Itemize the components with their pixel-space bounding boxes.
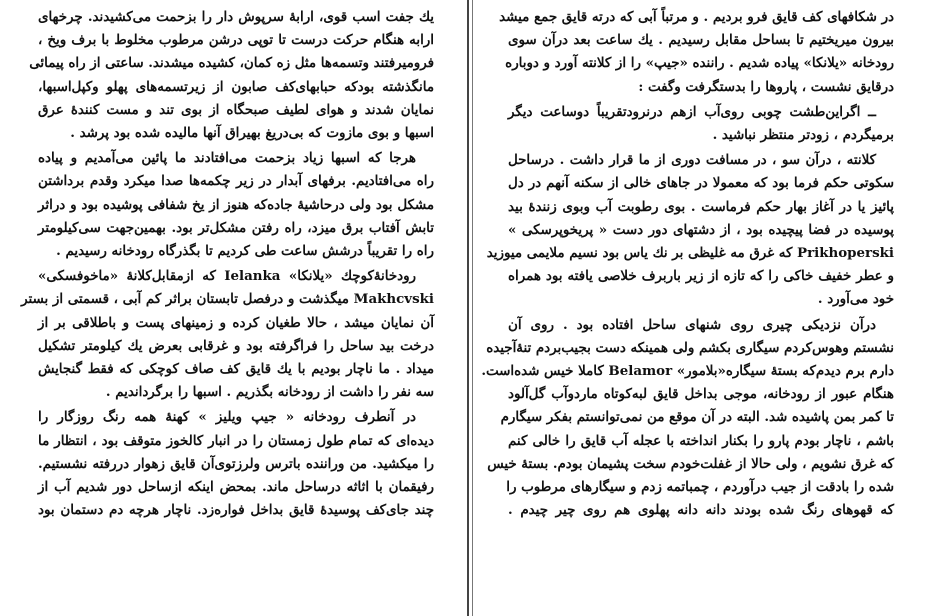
text-line: اسبها و بوی مازوت که بی‌دریغ بهیراق آنها مالیده شده بود پرشد . <box>70 125 434 142</box>
text-line: رودخانه «یلانکا» پیاده شدیم . راننده «جیپ» را از کلانته آورد و دوباره <box>505 55 894 72</box>
text-line: یك جفت اسب قوی، ارابهٔ سرپوش دار را بزحمت می‌کشیدند. چرخهای <box>38 9 434 25</box>
text-line: نمایان شدند و هوای لطیف صبحگاه از بوی تند و مست کنندهٔ عرق <box>38 101 434 118</box>
text-line: کلانته ، درآن سو ، در مسافت دوری از ما قرار داشت . درساحل <box>508 152 876 169</box>
text-line: پائیز یا در آغاز بهار حکم فرماست . بوی رطوبت آب وبوی زنندهٔ بید <box>508 198 894 215</box>
text-line: پوسیده در فضا پیچیده بود ، از دشتهای دور دست « پریخوپرسکی » <box>508 221 894 238</box>
text-line: راه را تقریباً درشش ساعت طی کردیم تا بگذرگاه رودخانه رسیدیم . <box>56 243 434 260</box>
left-page-text <box>21 6 434 522</box>
text-line: مانگذشته بودکه حبابهای‌کف صابون از زیرتسمه‌های پهلو وکپل‌اسبها، <box>38 78 434 95</box>
text-line: دارم برم دیدم‌که بستهٔ سیگاره«بلامور» Belamor کاملا خیس شده‌است. <box>481 363 894 380</box>
text-line: هرجا که اسبها زیاد بزحمت می‌افتادند ما پائین می‌آمدیم و پیاده <box>38 150 416 167</box>
right-page <box>468 0 934 616</box>
text-line: آن نمایان میشد ، حالا طغیان کرده و زمینهای پست و باطلاقی بر از <box>38 314 434 331</box>
text-line: خود می‌آورد . <box>817 291 894 308</box>
text-line: و عطر خفیف خاکی را که تازه از زیر باربرف خلاصی یافته بود همراه <box>508 268 894 285</box>
text-line: که غرق نشویم ، ولی حالا از غفلت‌خودم سخت پشیمان بودم. بستهٔ خیس <box>487 455 894 472</box>
text-line: دیده‌ای که تمام طول زمستان را در انبار کالخوز متوقف بود ، انتظار ما <box>38 432 434 449</box>
text-line: فرومیرفتند وتسمه‌ها مثل زه کمان، کشیده میشدند. ساعتی از راه پیمائی <box>29 55 434 72</box>
text-line: Prikhoperski که غرق مه غلیظی بر نك یاس بود نسیم ملایمی میوزید <box>486 245 894 262</box>
text-line: مشکل بود ولی درحاشیهٔ جاده‌که هنوز از یخ شفافی پوشیده بود و دراثر <box>38 196 434 213</box>
text-line: رودخانهٔ‌کوچك «یلانکا» Ielanka که ازمقابل‌کلانهٔ «ماخوفسکی» <box>38 268 417 285</box>
text-line: را میکشید. من وراننده باترس ولرزتوی‌آن قایق زهوار دررفته نشستیم. <box>38 455 434 472</box>
text-line: راه می‌افتادیم. برفهای آبدار در زیر چکمه‌ها صدا میکرد وقدم برداشتن <box>38 173 434 190</box>
text-line: رفیقمان با اثاثه درساحل ماند. بمحض اینکه ازساحل دور شدیم آب از <box>38 479 434 496</box>
text-line: درآن نزدیکی چیری روی شنهای ساحل افتاده بود . روی آن <box>508 316 876 333</box>
text-line: تابش آفتاب برق میزد، راه رفتن مشکل‌تر بود. بهمین‌جهت سی‌کیلومتر <box>38 219 434 236</box>
text-line: درقایق نشست ، پاروها را بدستگرفت وگفت : <box>638 78 894 95</box>
text-line: هنگام عبور از رودخانه، موجی بداخل قایق لبه‌کوتاه ماردوآب گل‌آلود <box>508 386 894 403</box>
text-line: تا کمر بمن پاشیده شد. البته در آن موقع من نمی‌توانستم بفکر سیگارم <box>500 409 894 426</box>
text-line: نشستم وهوس‌کردم سیگاری بکشم ولی همینکه دست بجیب‌بردم تنهٔ‌آجیده <box>486 339 894 356</box>
text-line: در آنطرف رودخانه « جیپ ویلیز » کهنهٔ همه رنگ روزگار را <box>38 409 416 426</box>
text-line: درخت بید ساحل را فراگرفته بود و غرقابی بعرض یك کیلومتر تشکیل <box>38 337 434 354</box>
text-line: چند جای‌کف پوسیدهٔ قایق بداخل فواره‌زد. ناچار هرچه دم دستمان بود <box>38 502 434 519</box>
right-page-text <box>481 6 894 522</box>
text-line: میداد . ما ناچار بودیم با یك قایق کف صاف کوچکی که فقط گنجایش <box>38 361 434 378</box>
text-line: سکوتی حکم فرما بود که معمولا در جاهای خالی از سکنه آنهم در دل <box>508 175 894 192</box>
text-line: ارابه هنگام حرکت درست تا توپی درشن مرطوب مخلوط با برف ویخ ، <box>38 32 434 49</box>
text-line: سه نفر را داشت از رودخانه بگذریم . اسبها را برگرداندیم . <box>105 384 434 401</box>
text-line: باشم ، ناچار بودم پارو را بکنار انداخته با عجله آب قایق را خالی کنم <box>508 432 894 449</box>
text-line: Makhcvski میگذشت و درفصل تابستان براثر کم آبی ، قسمتی از بستر <box>21 291 434 308</box>
text-line: شده را بادقت از جیب درآوردم ، چمباتمه زدم و سیگارهای مرطوب را <box>506 479 894 496</box>
text-line: ــ اگراین‌طشت چوبی روی‌آب ازهم درنرودتقریباً دوساعت دیگر <box>508 103 876 120</box>
text-line: در شکافهای کف قایق فرو بردیم . و مرتباً آبی که درته قایق جمع میشد <box>499 9 894 25</box>
text-line: بیرون میریختیم تا بساحل مقابل رسیدیم . یك ساعت بعد درآن سوی <box>508 32 894 49</box>
text-line: که قهوهای رنگ شده بودند دانه دانه پهلوی هم روی چیر چیدم . <box>508 502 894 519</box>
text-line: برمیگردم ، زودتر منتظر نباشید . <box>712 127 894 144</box>
